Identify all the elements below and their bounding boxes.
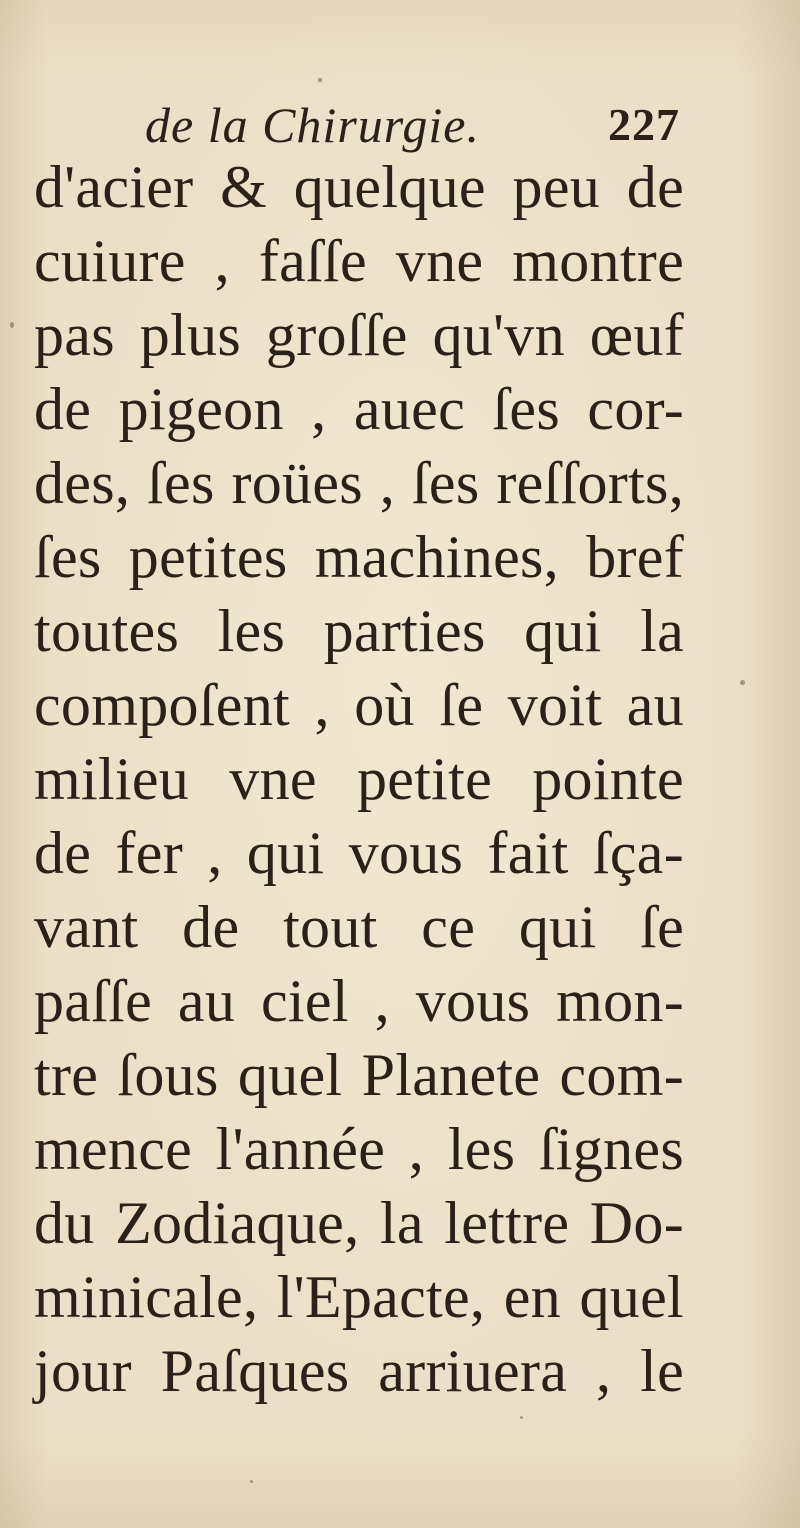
page-number: 227 [608,99,680,150]
text-line: mence l'année , les ſignes [34,1116,684,1182]
text-line: tre ſous quel Planete com- [34,1042,684,1108]
page-header [145,96,680,156]
text-line: cuiure , faſſe vne montre [34,228,684,294]
text-line: compoſent , où ſe voit au [34,672,684,738]
text-line: pas plus groſſe qu'vn œuf [34,302,684,368]
text-line: paſſe au ciel , vous mon- [34,968,684,1034]
text-line: vant de tout ce qui ſe [34,894,684,960]
paper-speck [740,680,745,685]
paper-speck [10,322,14,328]
paper-speck [318,78,322,82]
text-line: du Zodiaque, la lettre Do- [34,1190,684,1256]
text-line: minicale, l'Epacte, en quel [34,1264,684,1330]
text-line: de pigeon , auec ſes cor- [34,376,684,442]
text-line: d'acier & quelque peu de [34,154,684,220]
paper-speck [250,1480,253,1483]
text-line: de fer , qui vous fait ſça- [34,820,684,886]
text-line: milieu vne petite pointe [34,746,684,812]
running-title: de la Chirurgie. [145,97,480,153]
paper-speck [520,1416,523,1419]
body-text [34,150,684,1408]
text-line: des, ſes roües , ſes reſſorts, [34,450,684,516]
text-line: jour Paſques arriuera , le [34,1338,684,1404]
text-line: toutes les parties qui la [34,598,684,664]
text-line: ſes petites machines, bref [34,524,684,590]
